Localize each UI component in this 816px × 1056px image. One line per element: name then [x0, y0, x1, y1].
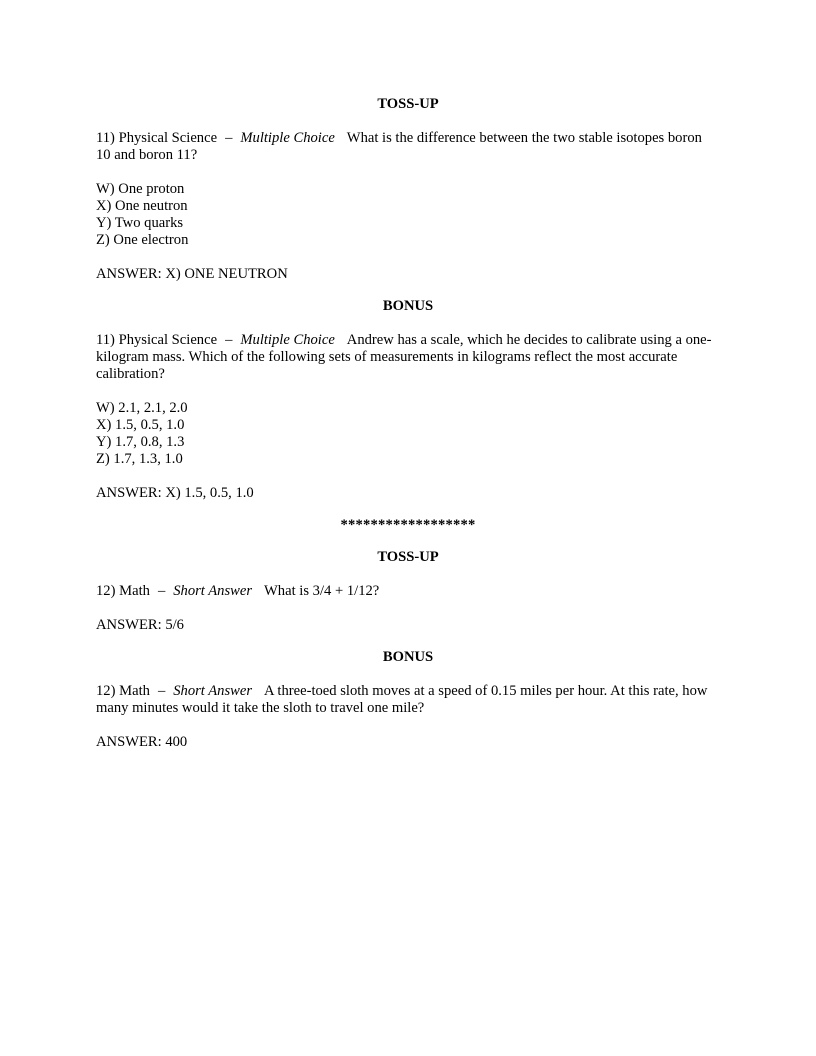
question-body: What is 3/4 + 1/12? [264, 583, 380, 599]
question-category: Math [119, 683, 150, 699]
section-separator: ****************** [340, 517, 476, 533]
tossup-heading: TOSS-UP [377, 96, 439, 112]
choice-z: Z) 1.7, 1.3, 1.0 [96, 451, 183, 467]
answer-line: ANSWER: X) ONE NEUTRON [96, 266, 288, 282]
question-category: Math [119, 583, 150, 599]
choice-w: W) One proton [96, 181, 185, 197]
choice-y: Y) 1.7, 0.8, 1.3 [96, 434, 185, 450]
choice-w: W) 2.1, 2.1, 2.0 [96, 400, 188, 416]
question-number: 11) [96, 130, 115, 146]
answer-choices [96, 400, 720, 468]
answer-line: ANSWER: 400 [96, 734, 188, 750]
category-dash: – [225, 332, 233, 348]
choice-z: Z) One electron [96, 232, 189, 248]
answer-choices [96, 181, 720, 249]
question-text [96, 683, 720, 717]
bonus-heading: BONUS [382, 649, 434, 665]
choice-x: X) 1.5, 0.5, 1.0 [96, 417, 185, 433]
category-dash: – [157, 683, 166, 699]
question-number: 11) [96, 332, 115, 348]
question-text [96, 583, 720, 600]
bonus-heading: BONUS [382, 298, 434, 314]
choice-x: X) One neutron [96, 198, 188, 214]
question-text [96, 332, 720, 383]
question-format: Short Answer [173, 583, 253, 599]
tossup-heading: TOSS-UP [377, 549, 439, 565]
question-format: Short Answer [173, 683, 253, 699]
question-category: Physical Science [118, 130, 218, 146]
question-body: A three-toed sloth moves at a speed of 0.15 miles per hour. At this rate, how many minutes would it take the sloth to travel one mile? [96, 683, 708, 716]
category-dash: – [225, 130, 233, 146]
question-body: Andrew has a scale, which he decides to calibrate using a one-kilogram mass. Which of the following sets of measurements in kilograms reflect the most accurate calibration? [96, 332, 712, 382]
question-format: Multiple Choice [240, 130, 335, 146]
answer-line: ANSWER: X) 1.5, 0.5, 1.0 [96, 485, 254, 501]
question-category: Physical Science [118, 332, 218, 348]
category-dash: – [157, 583, 166, 599]
answer-line: ANSWER: 5/6 [96, 617, 184, 633]
document-content [96, 96, 720, 751]
question-number: 12) [96, 583, 116, 599]
question-format: Multiple Choice [240, 332, 335, 348]
choice-y: Y) Two quarks [96, 215, 184, 231]
question-number: 12) [96, 683, 116, 699]
question-body: What is the difference between the two stable isotopes boron 10 and boron 11? [96, 130, 702, 163]
question-text [96, 130, 720, 164]
